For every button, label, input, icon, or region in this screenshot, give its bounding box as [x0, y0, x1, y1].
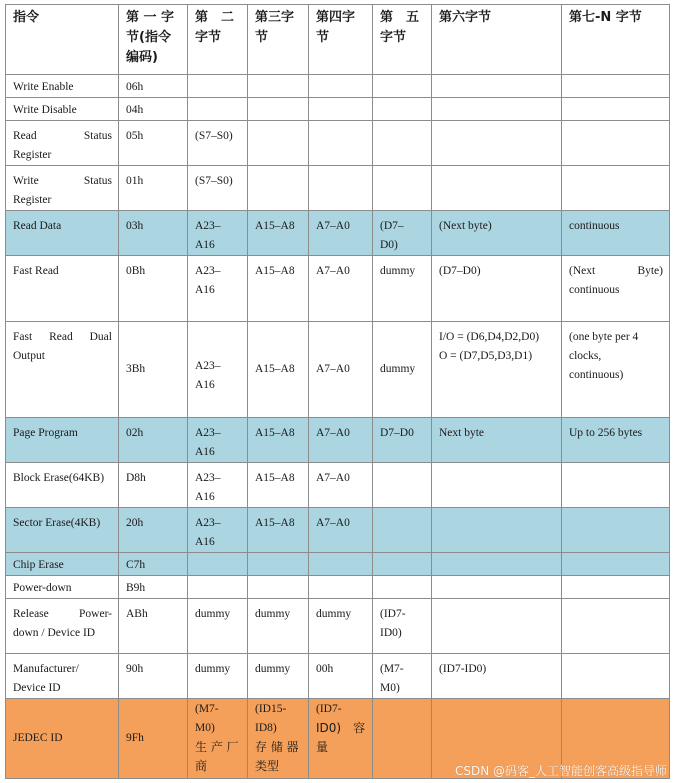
cell-byte2: (M7- M0) 生 产 厂 商 [188, 699, 248, 779]
cell-command: Read Status Register [6, 121, 119, 166]
table-row [6, 75, 670, 98]
cell-byte7: Up to 256 bytes [562, 418, 670, 463]
cell-byte5: (ID7- ID0) [373, 599, 432, 654]
cell-byte7: continuous [562, 211, 670, 256]
csdn-watermark: CSDN @码客_人工智能创客高级指导师 [454, 764, 667, 778]
cell-byte5: (D7– D0) [373, 211, 432, 256]
cell-code: 02h [119, 418, 188, 463]
table-row [6, 576, 670, 599]
cell-byte2: (S7–S0) [188, 166, 248, 211]
cell-command: Chip Erase [6, 553, 119, 576]
cell-code: D8h [119, 463, 188, 508]
cell-byte6: (Next byte) [432, 211, 562, 256]
cell-code: 9Fh [119, 699, 188, 779]
flash-command-table [5, 4, 670, 779]
cell-byte4: A7–A0 [309, 463, 373, 508]
cell-command: Power-down [6, 576, 119, 599]
cell-byte3: A15–A8 [248, 322, 309, 418]
table-row [6, 599, 670, 654]
cell-byte2: A23– A16 [188, 418, 248, 463]
cell-code: 0Bh [119, 256, 188, 322]
header-byte1: 第 一 字 节(指令 编码) [119, 5, 188, 75]
cell-code: 90h [119, 654, 188, 699]
cell-command: Fast Read Dual Output [6, 322, 119, 418]
cell-code: ABh [119, 599, 188, 654]
cell-command: JEDEC ID [6, 699, 119, 779]
cell-command: Manufacturer/ Device ID [6, 654, 119, 699]
cell-byte4: 00h [309, 654, 373, 699]
cell-command: Write Status Register [6, 166, 119, 211]
cell-byte7: (Next Byte) continuous [562, 256, 670, 322]
cell-command: Sector Erase(4KB) [6, 508, 119, 553]
cell-byte2: A23– A16 [188, 322, 248, 418]
table-row [6, 98, 670, 121]
cell-byte5: (M7- M0) [373, 654, 432, 699]
cell-byte2: dummy [188, 654, 248, 699]
cell-byte2: dummy [188, 599, 248, 654]
cell-byte4: (ID7- ID0) 容 量 [309, 699, 373, 779]
command-table-wrapper [5, 4, 670, 779]
cell-code: C7h [119, 553, 188, 576]
cell-byte6: (D7–D0) [432, 256, 562, 322]
header-byte6: 第六字节 [432, 5, 562, 75]
cell-byte4: A7–A0 [309, 508, 373, 553]
cell-byte3: A15–A8 [248, 508, 309, 553]
header-byte7-n: 第七-N 字节 [562, 5, 670, 75]
cell-byte2: A23– A16 [188, 463, 248, 508]
cell-command: Release Power- down / Device ID [6, 599, 119, 654]
cell-command: Write Disable [6, 98, 119, 121]
header-byte5: 第 五 字节 [373, 5, 432, 75]
cell-byte5: dummy [373, 256, 432, 322]
cell-byte3: A15–A8 [248, 256, 309, 322]
cell-code: 06h [119, 75, 188, 98]
cell-code: B9h [119, 576, 188, 599]
cell-code: 05h [119, 121, 188, 166]
cell-command: Write Enable [6, 75, 119, 98]
table-row [6, 418, 670, 463]
header-row [6, 5, 670, 75]
cell-byte2: A23– A16 [188, 508, 248, 553]
table-row [6, 166, 670, 211]
cell-command: Block Erase(64KB) [6, 463, 119, 508]
cell-byte4: A7–A0 [309, 418, 373, 463]
table-row [6, 508, 670, 553]
cell-byte6: Next byte [432, 418, 562, 463]
table-row [6, 256, 670, 322]
cell-byte3: A15–A8 [248, 418, 309, 463]
cell-byte5: D7–D0 [373, 418, 432, 463]
cell-byte4: A7–A0 [309, 256, 373, 322]
cell-command: Read Data [6, 211, 119, 256]
cell-byte4: A7–A0 [309, 211, 373, 256]
table-row [6, 654, 670, 699]
header-byte3: 第三字 节 [248, 5, 309, 75]
cell-byte3: A15–A8 [248, 463, 309, 508]
cell-code: 20h [119, 508, 188, 553]
cell-byte3: (ID15- ID8) 存 储 器 类型 [248, 699, 309, 779]
header-byte2: 第 二 字节 [188, 5, 248, 75]
cell-code: 03h [119, 211, 188, 256]
cell-byte3: dummy [248, 654, 309, 699]
cell-code: 04h [119, 98, 188, 121]
cell-byte6: (ID7-ID0) [432, 654, 562, 699]
table-row [6, 463, 670, 508]
table-row [6, 322, 670, 418]
cell-code: 3Bh [119, 322, 188, 418]
header-byte4: 第四字 节 [309, 5, 373, 75]
table-row [6, 553, 670, 576]
table-row [6, 121, 670, 166]
cell-byte6: I/O = (D6,D4,D2,D0) O = (D7,D5,D3,D1) [432, 322, 562, 418]
cell-command: Fast Read [6, 256, 119, 322]
cell-byte4: dummy [309, 599, 373, 654]
header-command: 指令 [6, 5, 119, 75]
cell-byte2: A23– A16 [188, 211, 248, 256]
table-row [6, 211, 670, 256]
cell-byte7: (one byte per 4 clocks, continuous) [562, 322, 670, 418]
cell-code: 01h [119, 166, 188, 211]
cell-byte5: dummy [373, 322, 432, 418]
cell-byte2: (S7–S0) [188, 121, 248, 166]
cell-byte3: A15–A8 [248, 211, 309, 256]
cell-byte4: A7–A0 [309, 322, 373, 418]
cell-byte2: A23– A16 [188, 256, 248, 322]
cell-byte3: dummy [248, 599, 309, 654]
cell-command: Page Program [6, 418, 119, 463]
